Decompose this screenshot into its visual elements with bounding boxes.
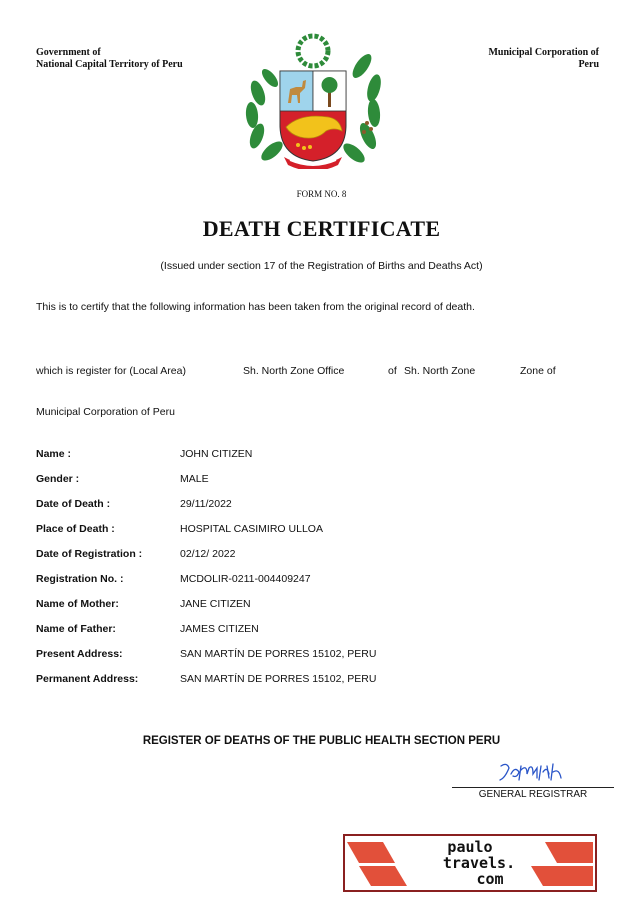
field-label-name: Name : [36,448,72,460]
field-value-date-of-death: 29/11/2022 [180,498,232,510]
certificate-title: DEATH CERTIFICATE [202,216,441,241]
form-number: FORM NO. 8 [296,189,347,199]
certificate-subtitle: (Issued under section 17 of the Registration of Births and Deaths Act) [160,260,483,272]
logo-line1: paulo [447,838,493,856]
logo-text [345,839,595,887]
local-area-zone-of: Zone of [520,365,556,377]
local-area-zone: Sh. North Zone [404,365,476,377]
coat-of-arms-icon [240,33,386,169]
local-area-office: Sh. North Zone Office [243,365,345,377]
field-value-name-of-father: JAMES CITIZEN [180,623,259,635]
field-label-present-address: Present Address: [36,648,123,660]
local-area-of: of [388,365,397,377]
logo-line3: com [476,870,504,888]
field-label-gender: Gender : [36,473,80,485]
field-label-date-of-death: Date of Death : [36,498,111,510]
signature-icon [497,760,567,784]
field-label-place-of-death: Place of Death : [36,523,115,535]
field-value-place-of-death: HOSPITAL CASIMIRO ULLOA [180,523,323,535]
field-label-name-of-father: Name of Father: [36,623,116,635]
header-right-line2: Peru [578,59,599,70]
field-label-permanent-address: Permanent Address: [36,673,139,685]
field-value-present-address: SAN MARTÍN DE PORRES 15102, PERU [180,648,377,660]
signature-line [452,787,614,788]
certify-statement: This is to certify that the following information has been taken from the original record of death. [36,301,475,313]
field-label-name-of-mother: Name of Mother: [36,598,119,610]
header-left [36,47,183,71]
register-heading: REGISTER OF DEATHS OF THE PUBLIC HEALTH SECTION PERU [142,735,501,747]
local-area-label: which is register for (Local Area) [36,365,186,377]
field-label-date-of-registration: Date of Registration : [36,548,143,560]
watermark-logo [343,834,597,892]
header-right [488,47,599,71]
field-value-name-of-mother: JANE CITIZEN [180,598,251,610]
registrar-label: GENERAL REGISTRAR [478,789,588,800]
municipal-corporation: Municipal Corporation of Peru [36,406,175,418]
header-left-line2: National Capital Territory of Peru [36,59,183,70]
header-right-line1: Municipal Corporation of [488,47,599,58]
field-value-date-of-registration: 02/12/ 2022 [180,548,236,560]
field-value-registration-no: MCDOLIR-0211-004409247 [180,573,311,585]
field-label-registration-no: Registration No. : [36,573,124,585]
logo-line2: travels. [442,854,516,872]
field-value-permanent-address: SAN MARTÍN DE PORRES 15102, PERU [180,673,377,685]
header-left-line1: Government of [36,47,101,58]
field-value-name: JOHN CITIZEN [180,448,253,460]
field-value-gender: MALE [180,473,209,485]
